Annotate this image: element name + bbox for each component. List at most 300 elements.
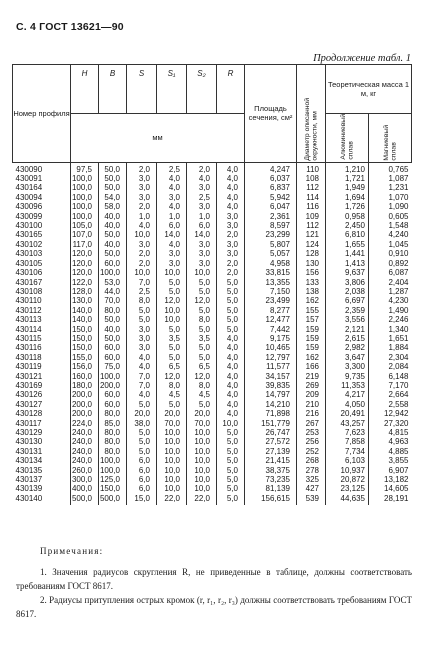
table-cell: 50,0	[99, 174, 127, 183]
profile-table	[12, 64, 412, 505]
table-cell: 162	[297, 296, 326, 305]
table-row	[13, 249, 412, 258]
table-cell: 140,0	[71, 315, 99, 324]
table-cell: 40,0	[99, 240, 127, 249]
table-cell: 2,558	[369, 400, 412, 409]
table-cell: 124	[297, 240, 326, 249]
table-cell: 5,057	[245, 249, 297, 258]
table-cell: 5,0	[217, 306, 245, 315]
table-cell: 430108	[15, 286, 43, 296]
table-cell: 12,0	[157, 372, 187, 381]
table-cell: 10,0	[157, 306, 187, 315]
table-row	[13, 230, 412, 239]
table-cell: 3,556	[326, 315, 369, 324]
table-cell: 27,572	[245, 437, 297, 446]
header-aluminium-cell	[326, 114, 369, 163]
header-s2: S₂	[187, 65, 217, 114]
table-cell: 3,0	[157, 259, 187, 268]
table-cell: 4,0	[217, 193, 245, 202]
header-mass-group: Теоретическая масса 1 м, кг	[326, 65, 412, 114]
table-cell: 3,0	[217, 221, 245, 230]
table-cell: 5,0	[187, 353, 217, 362]
table-cell: 200,0	[71, 409, 99, 418]
table-cell: 6,0	[127, 475, 157, 484]
table-cell: 33,815	[245, 268, 297, 277]
table-cell: 260,0	[71, 466, 99, 475]
table-cell: 430140	[15, 493, 43, 503]
table-row	[13, 296, 412, 305]
table-cell: 4,230	[369, 296, 412, 305]
table-row	[13, 334, 412, 343]
table-cell: 430110	[15, 296, 42, 306]
table-cell: 112	[297, 183, 326, 192]
table-cell: 60,0	[99, 353, 127, 362]
header-magnesium-cell	[369, 114, 412, 163]
table-cell: 5,0	[187, 400, 217, 409]
table-cell: 5,0	[217, 437, 245, 446]
table-cell: 12,0	[187, 296, 217, 305]
table-cell: 80,0	[99, 428, 127, 437]
table-cell: 5,0	[157, 278, 187, 287]
table-cell: 6,047	[245, 202, 297, 211]
table-cell: 5,0	[217, 296, 245, 305]
table-cell: 166	[297, 362, 326, 371]
table-cell: 5,0	[217, 475, 245, 484]
table-cell: 11,353	[326, 381, 369, 390]
table-cell: 5,942	[245, 193, 297, 202]
table-cell: 1,087	[369, 174, 412, 183]
table-cell: 10,0	[157, 315, 187, 324]
table-cell: 3,300	[326, 362, 369, 371]
table-row	[13, 409, 412, 418]
table-cell: 4,0	[217, 343, 245, 352]
table-cell: 4,0	[217, 400, 245, 409]
table-cell: 120,0	[71, 259, 99, 268]
table-cell: 40,0	[99, 221, 127, 230]
table-cell: 1,721	[326, 174, 369, 183]
table-cell: 22,0	[187, 494, 217, 505]
table-cell: 430102	[15, 239, 43, 249]
table-cell: 5,0	[187, 343, 217, 352]
table-cell: 2,359	[326, 306, 369, 315]
table-cell: 159	[297, 325, 326, 334]
table-cell: 6,087	[369, 268, 412, 277]
header-r: R	[217, 65, 245, 114]
table-cell: 5,0	[127, 428, 157, 437]
table-row	[13, 221, 412, 230]
table-cell: 100,0	[99, 456, 127, 465]
table-cell: 20,0	[157, 409, 187, 418]
table-cell: 27,139	[245, 447, 297, 456]
table-cell: 267	[297, 419, 326, 428]
table-cell: 210	[297, 400, 326, 409]
table-cell: 200,0	[99, 381, 127, 390]
table-cell: 40,0	[99, 212, 127, 221]
table-cell: 5,0	[127, 437, 157, 446]
table-cell: 100,0	[71, 174, 99, 183]
header-b: B	[99, 65, 127, 114]
table-cell: 7,170	[369, 381, 412, 390]
header-mm: мм	[71, 114, 245, 163]
table-cell: 3,5	[187, 334, 217, 343]
table-cell: 3,0	[127, 334, 157, 343]
table-cell: 430090	[15, 164, 43, 174]
table-row	[13, 343, 412, 352]
table-cell: 12,797	[245, 353, 297, 362]
table-cell: 5,0	[217, 494, 245, 505]
table-cell: 4,0	[217, 162, 245, 174]
header-aluminium: Алюминиевый сплав	[339, 114, 354, 160]
table-cell: 5,0	[157, 353, 187, 362]
table-cell: 6,0	[127, 484, 157, 493]
table-cell: 156,615	[245, 494, 297, 505]
table-cell: 5,0	[187, 287, 217, 296]
table-cell: 4,0	[157, 202, 187, 211]
table-cell: 430129	[15, 428, 43, 437]
table-cell: 7,0	[127, 372, 157, 381]
table-cell: 430167	[15, 277, 43, 287]
table-cell: 1,441	[326, 249, 369, 258]
table-cell: 80,0	[99, 437, 127, 446]
table-cell: 110	[297, 162, 326, 174]
table-cell: 100,0	[99, 268, 127, 277]
table-cell: 58,0	[99, 202, 127, 211]
table-cell: 1,0	[127, 212, 157, 221]
table-cell: 4,5	[157, 390, 187, 399]
table-cell: 3,0	[157, 249, 187, 258]
table-cell: 268	[297, 456, 326, 465]
table-cell: 300,0	[71, 475, 99, 484]
table-cell: 430115	[15, 333, 42, 343]
table-cell: 430139	[15, 484, 43, 494]
table-cell: 150,0	[71, 334, 99, 343]
table-cell: 10,937	[326, 466, 369, 475]
table-cell: 4,0	[127, 390, 157, 399]
table-cell: 38,375	[245, 466, 297, 475]
table-cell: 100,0	[71, 212, 99, 221]
table-cell: 100,0	[71, 183, 99, 192]
table-cell: 50,0	[99, 162, 127, 174]
header-s: S	[127, 65, 157, 114]
table-cell: 5,0	[157, 325, 187, 334]
table-cell: 156	[297, 268, 326, 277]
table-cell: 430134	[15, 456, 43, 466]
table-cell: 430103	[15, 249, 43, 259]
table-cell: 4,0	[187, 174, 217, 183]
table-cell: 5,0	[217, 315, 245, 324]
table-cell: 2,982	[326, 343, 369, 352]
table-cell: 224,0	[71, 419, 99, 428]
table-row	[13, 306, 412, 315]
table-cell: 160,0	[71, 372, 99, 381]
table-cell: 539	[297, 494, 326, 505]
table-cell: 34,157	[245, 372, 297, 381]
table-cell: 430116	[15, 343, 42, 353]
table-cell: 3,0	[187, 202, 217, 211]
table-row	[13, 287, 412, 296]
table-cell: 12,942	[369, 409, 412, 418]
table-cell: 2,0	[217, 259, 245, 268]
table-cell: 5,0	[217, 456, 245, 465]
table-cell: 430164	[15, 183, 43, 193]
table-cell: 219	[297, 372, 326, 381]
table-cell: 400,0	[71, 484, 99, 493]
table-cell: 2,0	[217, 268, 245, 277]
table-cell: 155	[297, 306, 326, 315]
header-h: H	[71, 65, 99, 114]
table-cell: 4,963	[369, 437, 412, 446]
table-cell: 54,0	[99, 193, 127, 202]
table-cell: 121	[297, 230, 326, 239]
table-cell: 430112	[15, 305, 42, 315]
table-cell: 107,0	[71, 230, 99, 239]
table-cell: 44,0	[99, 287, 127, 296]
table-cell: 2,038	[326, 287, 369, 296]
table-cell: 1,070	[369, 193, 412, 202]
table-cell: 1,651	[369, 334, 412, 343]
table-cell: 75,0	[99, 362, 127, 371]
table-cell: 2,0	[127, 162, 157, 174]
table-cell: 7,0	[127, 381, 157, 390]
table-cell: 4,217	[326, 390, 369, 399]
table-cell: 5,0	[127, 315, 157, 324]
table-cell: 5,0	[217, 278, 245, 287]
table-cell: 38,0	[127, 419, 157, 428]
table-cell: 14,0	[187, 230, 217, 239]
table-cell: 4,0	[157, 240, 187, 249]
table-row	[13, 419, 412, 428]
table-cell: 4,0	[157, 174, 187, 183]
table-cell: 6,837	[245, 183, 297, 192]
table-cell: 13,182	[369, 475, 412, 484]
table-row	[13, 437, 412, 446]
table-cell: 3,5	[157, 334, 187, 343]
table-cell: 0,910	[369, 249, 412, 258]
table-cell: 14,605	[369, 484, 412, 493]
table-cell: 430100	[15, 221, 43, 231]
table-cell: 10,0	[157, 475, 187, 484]
table-cell: 150,0	[71, 343, 99, 352]
table-cell: 278	[297, 466, 326, 475]
table-cell: 1,0	[157, 212, 187, 221]
table-cell: 430119	[15, 362, 42, 372]
table-cell: 200,0	[71, 390, 99, 399]
notes	[16, 544, 412, 621]
table-cell: 100,0	[71, 193, 99, 202]
table-cell: 8,0	[187, 381, 217, 390]
table-cell: 6,697	[326, 296, 369, 305]
table-cell: 85,0	[99, 419, 127, 428]
table-cell: 5,0	[127, 306, 157, 315]
table-cell: 10,0	[187, 456, 217, 465]
table-cell: 10,0	[157, 447, 187, 456]
table-cell: 8,0	[127, 296, 157, 305]
table-cell: 500,0	[99, 494, 127, 505]
table-cell: 4,0	[217, 409, 245, 418]
table-cell: 9,637	[326, 268, 369, 277]
table-cell: 150,0	[99, 484, 127, 493]
table-cell: 26,747	[245, 428, 297, 437]
table-row	[13, 372, 412, 381]
table-cell: 1,0	[187, 212, 217, 221]
table-cell: 1,694	[326, 193, 369, 202]
table-cell: 10,0	[187, 466, 217, 475]
table-cell: 3,0	[127, 193, 157, 202]
table-cell: 500,0	[71, 494, 99, 505]
table-cell: 60,0	[99, 343, 127, 352]
table-cell: 3,0	[127, 183, 157, 192]
table-cell: 21,415	[245, 456, 297, 465]
table-cell: 53,0	[99, 278, 127, 287]
table-cell: 4,0	[127, 353, 157, 362]
table-cell: 112	[297, 221, 326, 230]
table-cell: 4,0	[127, 362, 157, 371]
table-cell: 1,548	[369, 221, 412, 230]
table-cell: 97,5	[71, 162, 99, 174]
table-cell: 162	[297, 353, 326, 362]
table-cell: 3,0	[187, 240, 217, 249]
table-cell: 8,0	[187, 315, 217, 324]
table-cell: 14,0	[157, 230, 187, 239]
table-row	[13, 475, 412, 484]
table-cell: 5,0	[127, 447, 157, 456]
table-cell: 430165	[15, 230, 43, 240]
table-cell: 1,413	[326, 259, 369, 268]
table-cell: 6,148	[369, 372, 412, 381]
table-cell: 50,0	[99, 230, 127, 239]
table-row	[13, 183, 412, 192]
table-cell: 6,0	[127, 466, 157, 475]
table-cell: 5,0	[217, 325, 245, 334]
table-cell: 156,0	[71, 362, 99, 371]
table-cell: 4,958	[245, 259, 297, 268]
table-cell: 5,0	[157, 287, 187, 296]
table-cell: 40,0	[99, 325, 127, 334]
table-cell: 430118	[15, 352, 42, 362]
table-cell: 157	[297, 315, 326, 324]
table-cell: 10,0	[187, 268, 217, 277]
table-cell: 10,465	[245, 343, 297, 352]
table-cell: 10,0	[157, 466, 187, 475]
table-cell: 22,0	[157, 494, 187, 505]
table-cell: 27,320	[369, 419, 412, 428]
table-cell: 6,810	[326, 230, 369, 239]
table-cell: 430131	[15, 446, 43, 456]
table-cell: 1,045	[369, 240, 412, 249]
table-cell: 8,0	[157, 381, 187, 390]
table-cell: 20,0	[187, 409, 217, 418]
table-row	[13, 193, 412, 202]
table-cell: 70,0	[187, 419, 217, 428]
table-cell: 2,0	[187, 162, 217, 174]
table-cell: 3,0	[127, 343, 157, 352]
table-cell: 10,0	[187, 475, 217, 484]
table-cell: 60,0	[99, 400, 127, 409]
table-cell: 430099	[15, 211, 43, 221]
table-cell: 150,0	[71, 325, 99, 334]
page-header: С. 4 ГОСТ 13621—90	[16, 21, 124, 33]
table-cell: 114	[297, 193, 326, 202]
header-magnesium: Магниевый сплав	[382, 125, 397, 161]
table-cell: 3,0	[187, 259, 217, 268]
table-cell: 430106	[15, 268, 43, 278]
table-row	[13, 353, 412, 362]
table-cell: 2,361	[245, 212, 297, 221]
table-cell: 3,0	[217, 240, 245, 249]
table-cell: 140,0	[71, 306, 99, 315]
table-cell: 3,0	[157, 193, 187, 202]
table-cell: 10,0	[187, 428, 217, 437]
table-cell: 6,907	[369, 466, 412, 475]
table-cell: 430169	[15, 380, 43, 390]
table-cell: 1,884	[369, 343, 412, 352]
table-cell: 10,0	[157, 428, 187, 437]
table-cell: 133	[297, 278, 326, 287]
table-cell: 3,806	[326, 278, 369, 287]
table-cell: 1,210	[326, 162, 369, 174]
table-cell: 0,892	[369, 259, 412, 268]
table-cell: 50,0	[99, 334, 127, 343]
table-cell: 70,0	[157, 419, 187, 428]
table-cell: 8,277	[245, 306, 297, 315]
table-cell: 2,5	[127, 287, 157, 296]
continuation-caption: Продолжение табл. 1	[313, 53, 411, 64]
table-cell: 10,0	[157, 268, 187, 277]
table-row	[13, 466, 412, 475]
table-cell: 10,0	[127, 230, 157, 239]
table-row	[13, 325, 412, 334]
table-row	[13, 212, 412, 221]
table-row	[13, 484, 412, 493]
table-cell: 7,734	[326, 447, 369, 456]
table-cell: 44,635	[326, 494, 369, 505]
table-cell: 4,5	[187, 390, 217, 399]
table-cell: 10,0	[217, 419, 245, 428]
table-cell: 5,0	[187, 325, 217, 334]
table-cell: 28,191	[369, 494, 412, 505]
table-cell: 240,0	[71, 456, 99, 465]
note-item: 1. Значения радиусов скругления R, не приведенные в таблице, должны соответствовать требованиям ГОСТ 8617.	[16, 567, 412, 591]
table-cell: 2,0	[127, 249, 157, 258]
table-cell: 20,0	[127, 409, 157, 418]
table-cell: 10,0	[157, 484, 187, 493]
table-cell: 4,0	[217, 372, 245, 381]
table-cell: 7,0	[127, 278, 157, 287]
table-cell: 3,647	[326, 353, 369, 362]
table-cell: 4,247	[245, 162, 297, 174]
table-cell: 100,0	[71, 202, 99, 211]
table-cell: 1,655	[326, 240, 369, 249]
table-cell: 0,605	[369, 212, 412, 221]
table-cell: 6,5	[187, 362, 217, 371]
table-cell: 6,0	[127, 456, 157, 465]
table-cell: 430135	[15, 465, 43, 475]
table-cell: 20,491	[326, 409, 369, 418]
table-cell: 325	[297, 475, 326, 484]
table-cell: 138	[297, 287, 326, 296]
table-cell: 430094	[15, 192, 43, 202]
table-cell: 43,257	[326, 419, 369, 428]
table-cell: 50,0	[99, 183, 127, 192]
table-row	[13, 428, 412, 437]
table-cell: 6,0	[187, 221, 217, 230]
table-cell: 23,125	[326, 484, 369, 493]
table-cell: 3,0	[217, 249, 245, 258]
table-cell: 151,779	[245, 419, 297, 428]
table-cell: 1,726	[326, 202, 369, 211]
table-cell: 71,898	[245, 409, 297, 418]
table-cell: 5,0	[187, 306, 217, 315]
